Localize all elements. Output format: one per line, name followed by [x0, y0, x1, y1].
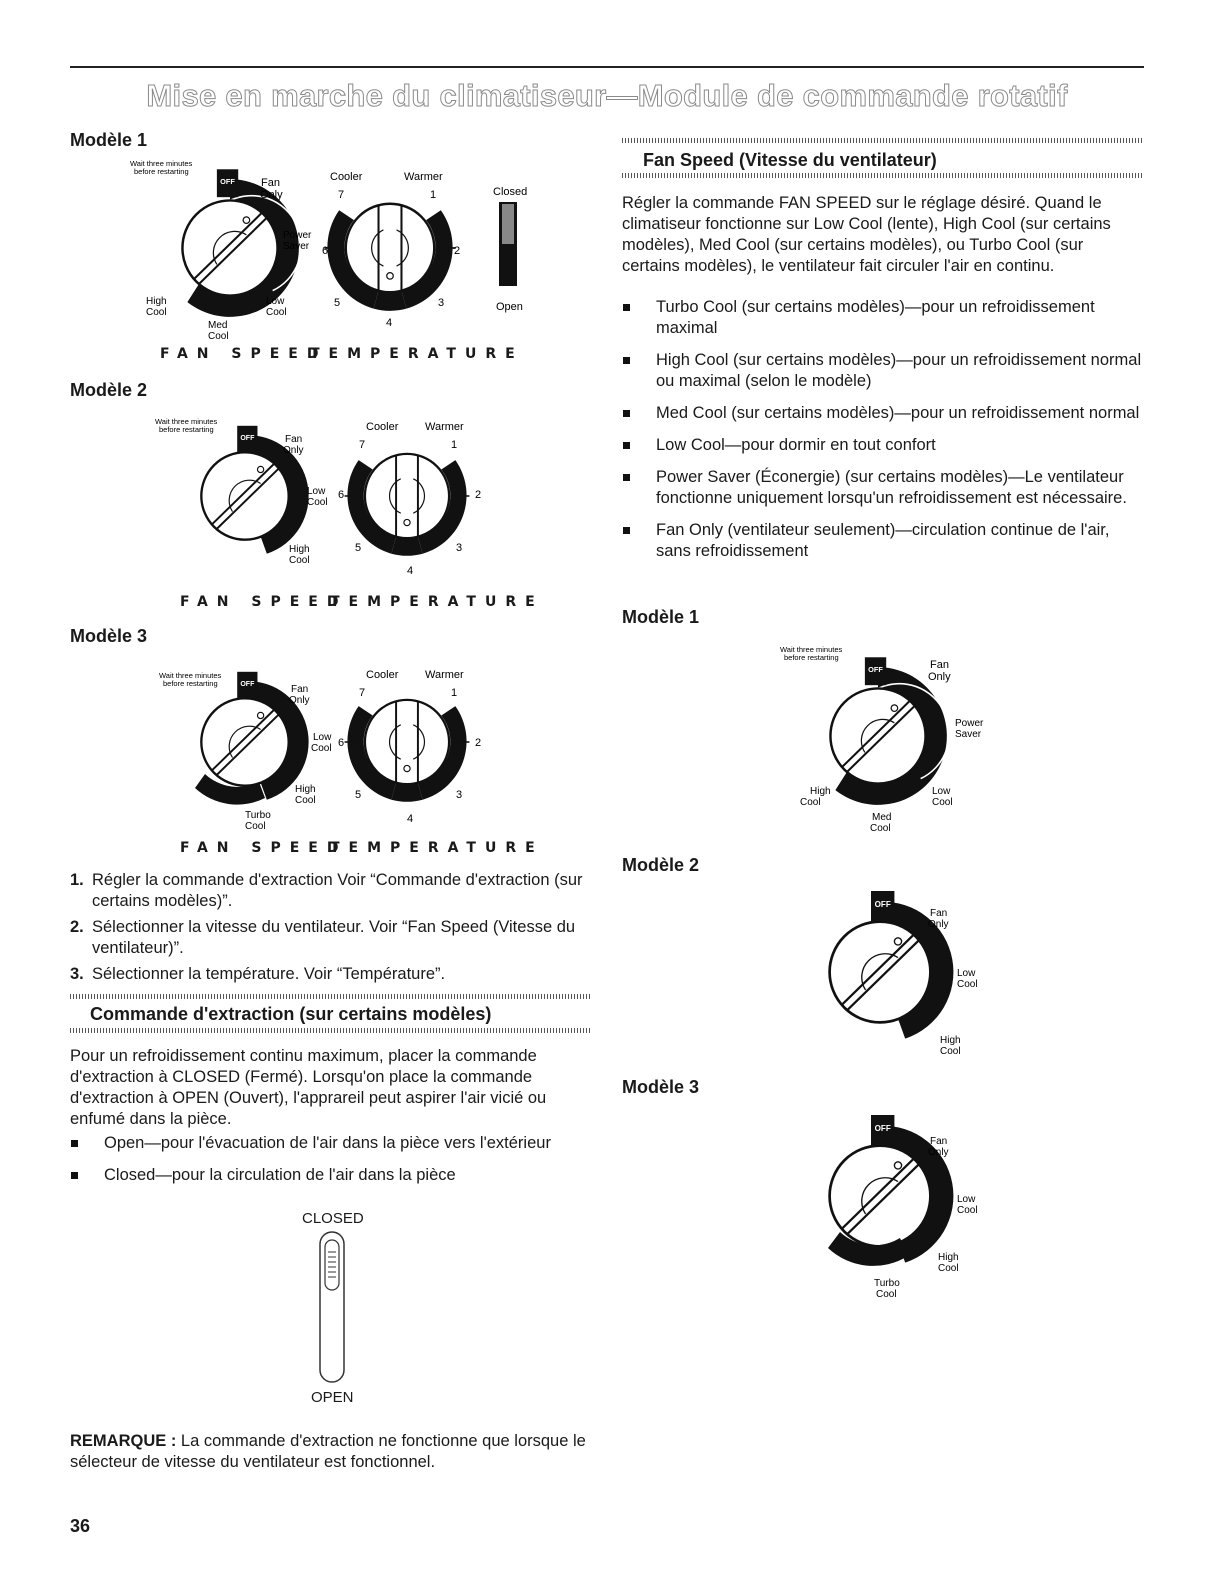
list-item: [622, 297, 1144, 339]
step-item: [70, 917, 590, 959]
fan-speed-caption: FAN SPEED: [180, 840, 348, 856]
section-divider: [622, 173, 1144, 178]
list-item-text: Med Cool (sur certains modèles)—pour un refroidissement normal: [656, 404, 1140, 422]
model-1-fan-dial: [780, 640, 1000, 840]
bullet-icon: [623, 527, 630, 534]
fan-speed-caption: FAN SPEED: [180, 594, 348, 610]
model-2-dials: [155, 418, 515, 578]
step-text: Sélectionner la vitesse du ventilateur. Voir “Fan Speed (Vitesse du ventilateur)”.: [92, 918, 576, 957]
cool-label: Cool: [932, 797, 953, 808]
cool-label: Cool: [938, 1263, 959, 1274]
note-text: La commande d'extraction ne fonctionne que lorsque le sélecteur de vitesse du ventilateur est fonctionnel.: [70, 1432, 586, 1471]
note-label: REMARQUE :: [70, 1432, 177, 1450]
temp-1: 1: [451, 687, 458, 699]
fan-label: Fan: [930, 908, 948, 919]
low-label: Low: [266, 296, 285, 307]
temperature-knob[interactable]: [345, 454, 470, 556]
temperature-caption: TEMPERATURE: [330, 840, 544, 856]
cool-label: Cool: [870, 823, 891, 834]
temp-5: 5: [355, 789, 362, 801]
open-label: Open: [496, 301, 523, 313]
wait-label: Wait three minutes: [780, 645, 843, 654]
temp-3: 3: [456, 789, 463, 801]
cool-label: Cool: [311, 743, 332, 754]
cool-label: Cool: [146, 307, 167, 318]
temp-2: 2: [475, 737, 482, 749]
cool-label: Cool: [957, 979, 978, 990]
turbo-label: Turbo: [874, 1278, 900, 1289]
only-label: Only: [928, 1147, 949, 1158]
cooler-label: Cooler: [330, 171, 363, 183]
saver-label: Saver: [955, 729, 982, 740]
low-label: Low: [313, 732, 332, 743]
list-item-text: Open—pour l'évacuation de l'air dans la pièce vers l'extérieur: [104, 1134, 551, 1152]
temp-1: 1: [451, 439, 458, 451]
power-label: Power: [283, 230, 312, 241]
cool-label: Cool: [266, 307, 287, 318]
wait-label-2: before restarting: [134, 167, 189, 176]
temp-1: 1: [430, 189, 437, 201]
cool-label: Cool: [307, 497, 328, 508]
bullet-icon: [623, 357, 630, 364]
high-label: High: [295, 784, 316, 795]
list-item-text: High Cool (sur certains modèles)—pour un refroidissement normal ou maximal (selon le modèle): [656, 351, 1142, 390]
saver-label: Saver: [283, 241, 310, 252]
high-label: High: [938, 1252, 959, 1263]
temperature-knob[interactable]: [345, 700, 470, 802]
model-3-dials: [155, 664, 515, 834]
bullet-icon: [623, 442, 630, 449]
model-2-heading: Modèle 2: [70, 380, 148, 400]
cool-label: Cool: [289, 555, 310, 566]
only-label: Only: [289, 695, 310, 706]
high-label: High: [810, 786, 831, 797]
model-3-heading: Modèle 3: [622, 1077, 700, 1097]
bullet-icon: [623, 410, 630, 417]
model-1-heading: Modèle 1: [622, 607, 700, 627]
list-item: [622, 350, 1144, 392]
power-label: Power: [955, 718, 984, 729]
temperature-caption: TEMPERATURE: [330, 594, 544, 610]
wait-label-2: before restarting: [163, 679, 218, 688]
temp-2: 2: [454, 245, 461, 257]
temp-2: 2: [475, 489, 482, 501]
list-item: [622, 403, 1144, 424]
step-number: 1.: [70, 871, 84, 889]
fan-label: Fan: [930, 1136, 948, 1147]
setup-steps: [70, 870, 590, 990]
fan-label: Fan: [930, 659, 949, 671]
step-text: Régler la commande d'extraction Voir “Commande d'extraction (sur certains modèles)”.: [92, 871, 583, 910]
cool-label: Cool: [208, 331, 229, 342]
cooler-label: Cooler: [366, 669, 399, 681]
temp-7: 7: [338, 189, 345, 201]
list-item: [622, 520, 1144, 562]
low-label: Low: [307, 486, 326, 497]
wait-label-2: before restarting: [159, 425, 214, 434]
temp-5: 5: [334, 297, 341, 309]
cool-label: Cool: [876, 1289, 897, 1300]
step-number: 2.: [70, 918, 84, 936]
page-title: Mise en marche du climatiseur—Module de commande rotatif: [146, 78, 1068, 113]
temperature-caption: TEMPERATURE: [310, 346, 524, 362]
low-label: Low: [957, 1194, 976, 1205]
fan-speed-caption: FAN SPEED: [160, 346, 328, 362]
temp-3: 3: [438, 297, 445, 309]
fan-speed-intro: Régler la commande FAN SPEED sur le réglage désiré. Quand le climatiseur fonctionne sur Low Cool (lente), High Cool (sur certains modèles), Med Cool (sur certains modèles), ou Turbo Cool (sur certains modèles), le ventilateur fait circuler l'air en continu.: [622, 194, 1111, 275]
slider-thumb[interactable]: [325, 1240, 339, 1290]
slider-open-label: OPEN: [311, 1389, 354, 1406]
warmer-label: Warmer: [404, 171, 443, 183]
only-label: Only: [928, 671, 951, 683]
fan-speed-bullets: [622, 297, 1144, 573]
list-item-text: Turbo Cool (sur certains modèles)—pour un refroidissement maximal: [656, 298, 1095, 337]
cool-label: Cool: [957, 1205, 978, 1216]
model-3-fan-dial: [800, 1104, 980, 1304]
low-label: Low: [932, 786, 951, 797]
section-divider: [622, 138, 1144, 143]
exhaust-heading: Commande d'extraction (sur certains modèles): [90, 1004, 492, 1024]
cooler-label: Cooler: [366, 421, 399, 433]
model-1-heading: Modèle 1: [70, 130, 148, 150]
step-number: 3.: [70, 965, 84, 983]
top-rule: [70, 66, 1144, 68]
bullet-icon: [71, 1140, 78, 1147]
vent-slider-thumb[interactable]: [502, 204, 514, 244]
temperature-knob[interactable]: [324, 204, 455, 311]
section-divider: [70, 1028, 590, 1033]
only-label: Only: [928, 919, 949, 930]
temp-7: 7: [359, 687, 366, 699]
slider-closed-label: CLOSED: [302, 1210, 364, 1227]
list-item: [622, 435, 1144, 456]
wait-label-2: before restarting: [784, 653, 839, 662]
bullet-icon: [71, 1172, 78, 1179]
fan-speed-heading: Fan Speed (Vitesse du ventilateur): [643, 150, 937, 170]
list-item: [70, 1133, 600, 1154]
list-item-text: Closed—pour la circulation de l'air dans la pièce: [104, 1166, 456, 1184]
only-label: Only: [260, 189, 283, 201]
cool-label: Cool: [245, 821, 266, 832]
step-text: Sélectionner la température. Voir “Température”.: [92, 965, 446, 983]
temp-6: 6: [338, 489, 345, 501]
note-paragraph: [70, 1431, 590, 1473]
model-1-dials: [130, 158, 550, 358]
closed-label: Closed: [493, 186, 528, 198]
temp-4: 4: [407, 565, 414, 577]
list-item-text: Low Cool—pour dormir en tout confort: [656, 436, 936, 454]
warmer-label: Warmer: [425, 421, 464, 433]
model-2-fan-dial: [800, 880, 980, 1060]
step-item: [70, 870, 590, 912]
wait-label: Wait three minutes: [130, 159, 193, 168]
temp-3: 3: [456, 542, 463, 554]
step-item: [70, 964, 590, 985]
low-label: Low: [957, 968, 976, 979]
model-3-heading: Modèle 3: [70, 626, 148, 646]
model-2-heading: Modèle 2: [622, 855, 700, 875]
temp-4: 4: [386, 317, 393, 329]
high-label: High: [940, 1035, 961, 1046]
list-item-text: Power Saver (Éconergie) (sur certains modèles)—Le ventilateur fonctionne uniquement lorsqu'un refroidissement est nécessaire.: [656, 468, 1127, 507]
only-label: Only: [283, 445, 304, 456]
exhaust-bullets: [70, 1133, 600, 1197]
med-label: Med: [208, 320, 228, 331]
exhaust-slider[interactable]: [316, 1230, 356, 1386]
temp-6: 6: [338, 737, 345, 749]
section-divider: [70, 994, 590, 999]
fan-label: Fan: [261, 177, 280, 189]
cool-label: Cool: [800, 797, 821, 808]
high-label: High: [146, 296, 167, 307]
page-number: 36: [70, 1516, 91, 1536]
temp-7: 7: [359, 439, 366, 451]
wait-label: Wait three minutes: [159, 671, 222, 680]
cool-label: Cool: [940, 1046, 961, 1057]
fan-label: Fan: [285, 434, 303, 445]
wait-label: Wait three minutes: [155, 418, 218, 426]
high-label: High: [289, 544, 310, 555]
list-item: [622, 467, 1144, 509]
cool-label: Cool: [295, 795, 316, 806]
temp-5: 5: [355, 542, 362, 554]
warmer-label: Warmer: [425, 669, 464, 681]
turbo-label: Turbo: [245, 810, 271, 821]
med-label: Med: [872, 812, 892, 823]
fan-label: Fan: [291, 684, 309, 695]
bullet-icon: [623, 474, 630, 481]
list-item-text: Fan Only (ventilateur seulement)—circulation continue de l'air, sans refroidissement: [656, 521, 1110, 560]
temp-6: 6: [322, 245, 329, 257]
list-item: [70, 1165, 600, 1186]
exhaust-intro: Pour un refroidissement continu maximum, placer la commande d'extraction à CLOSED (Fermé). Lorsqu'on place la commande d'extraction à OPEN (Ouvert), l'apprareil peut aspirer l'air vicié ou enfumé dans la pièce.: [70, 1047, 547, 1128]
temp-4: 4: [407, 813, 414, 825]
bullet-icon: [623, 304, 630, 311]
